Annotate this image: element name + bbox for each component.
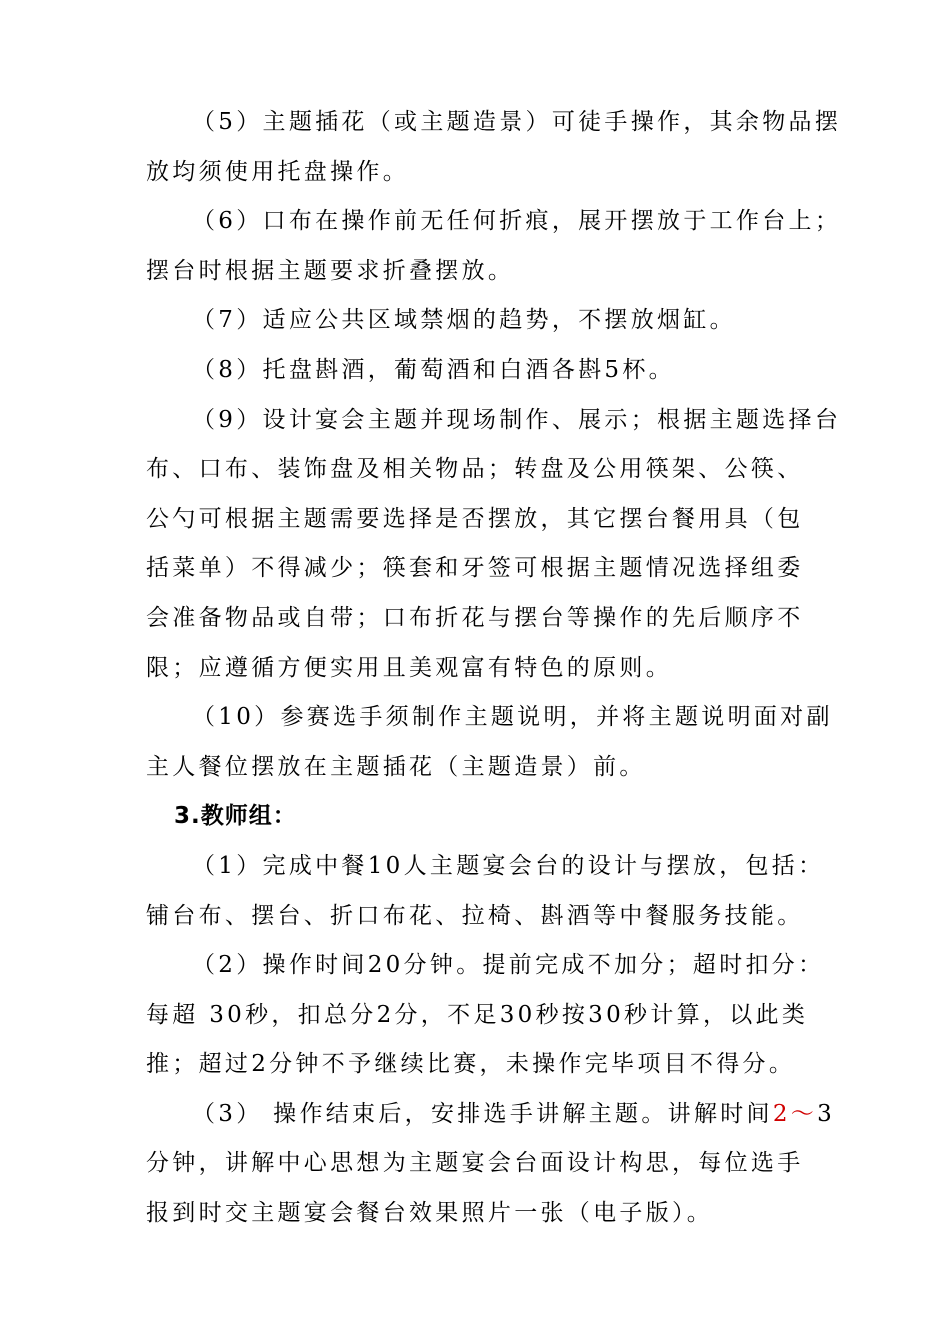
paragraph-line: （9）设计宴会主题并现场制作、展示；根据主题选择台 [192,406,842,433]
paragraph-line: （6）口布在操作前无任何折痕，展开摆放于工作台上； [192,208,842,235]
paragraph-line: 放均须使用托盘操作。 [146,158,409,185]
paragraph-line: 布、口布、装饰盘及相关物品；转盘及公用筷架、公筷、 [146,456,804,483]
paragraph-line: （7）适应公共区域禁烟的趋势，不摆放烟缸。 [192,307,736,334]
paragraph-line: 铺台布、摆台、折口布花、拉椅、斟酒等中餐服务技能。 [146,902,804,929]
paragraph-line: 会准备物品或自带；口布折花与摆台等操作的先后顺序不 [146,604,804,631]
paragraph-line: （8）托盘斟酒，葡萄酒和白酒各斟5杯。 [192,356,675,383]
paragraph-line: 限；应遵循方便实用且美观富有特色的原则。 [146,654,672,681]
line-text: （3） 操作结束后，安排选手讲解主题。讲解时间 [192,1100,773,1127]
paragraph-line: 主人餐位摆放在主题插花（主题造景）前。 [146,753,646,780]
section-heading: 3.教师组： [174,803,297,830]
paragraph-line: 公勺可根据主题需要选择是否摆放，其它摆台餐用具（包 [146,505,804,532]
paragraph-line: 报到时交主题宴会餐台效果照片一张（电子版）。 [146,1200,714,1227]
line-text-tail: 3 [817,1100,836,1127]
paragraph-line: （5）主题插花（或主题造景）可徒手操作，其余物品摆 [192,109,842,135]
paragraph-line: （1）完成中餐10人主题宴会台的设计与摆放，包括： [192,852,825,879]
paragraph-line: 推；超过2分钟不予继续比赛，未操作完毕项目不得分。 [146,1051,796,1078]
paragraph-line: 括菜单）不得减少；筷套和牙签可根据主题情况选择组委 [146,555,804,582]
paragraph-line: 每超 30秒，扣总分2分，不足30秒按30秒计算，以此类 [146,1001,809,1028]
paragraph-line: （2）操作时间20分钟。提前完成不加分；超时扣分： [192,952,825,979]
paragraph-line: 分钟，讲解中心思想为主题宴会台面设计构思，每位选手 [146,1150,804,1177]
paragraph-line: 摆台时根据主题要求折叠摆放。 [146,257,515,284]
highlighted-duration: 2～ [772,1100,818,1127]
document-body [146,98,842,1239]
paragraph-line: （10）参赛选手须制作主题说明，并将主题说明面对副 [192,704,833,731]
paragraph-line [146,1090,836,1140]
